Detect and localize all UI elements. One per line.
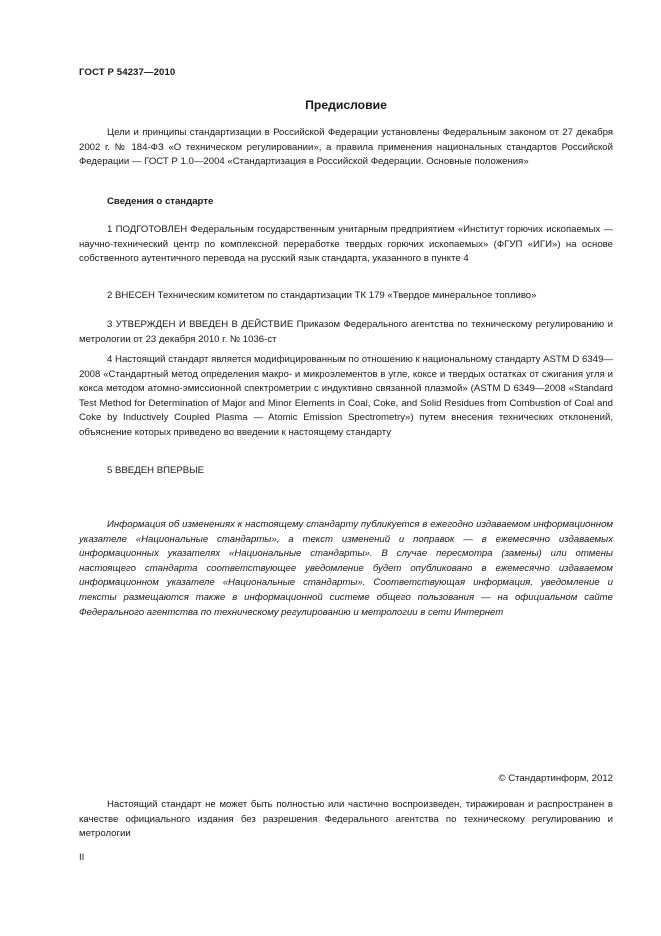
document-id: ГОСТ Р 54237—2010 <box>79 67 176 78</box>
item-3: 3 УТВЕРЖДЕН И ВВЕДЕН В ДЕЙСТВИЕ Приказом Федерального агентства по техническому регулированию и метрологии от 23 декабря 2010 г. № 1036-ст <box>79 319 613 345</box>
item-4: 4 Настоящий стандарт является модифицированным по отношению к национальному стандарту ASTM D 6349—2008 «Стандартный метод определения макро- и микроэлементов в угле, коксе и твердых остатках от сжигания угля и кокса методом атомно-эмиссионной спектрометрии с индуктивно связанной плазмой» (ASTM D 6349—2008 «Standard Test Method for Determination of Major and Minor Elements in Coal, Coke, and Solid Residues from Combustion of Coal and Coke by Inductively Coupled Plasma — Atomic Emission Spectrometry») путем внесения технических отклонений, объяснение которых приведено во введении к настоящему стандарту <box>79 354 613 438</box>
item-5: 5 ВВЕДЕН ВПЕРВЫЕ <box>107 465 205 476</box>
copyright-line: © Стандартинформ, 2012 <box>498 773 613 784</box>
page-title: Предисловие <box>305 98 387 112</box>
item-1: 1 ПОДГОТОВЛЕН Федеральным государственным унитарным предприятием «Институт горючих ископаемых — научно-технический центр по комплексной переработке твердых горючих ископаемых» (ФГУП «ИГИ») на основе собственного аутентичного перевода на русский язык стандарта, указанного в пункте 4 <box>79 224 613 265</box>
section-heading: Сведения о стандарте <box>107 196 214 207</box>
notice-paragraph: Информация об изменениях к настоящему стандарту публикуется в ежегодно издаваемом информационном указателе «Национальные стандарты», а текст изменений и поправок — в ежемесячно издаваемых информационных указателях «Национальные стандарты». В случае пересмотра (замены) или отмены настоящего стандарта соответствующее уведомление будет опубликовано в ежемесячно издаваемом информационном указателе «Национальные стандарты». Соответствующая информация, уведомление и тексты размещаются также в информационной системе общего пользования — на официальном сайте Федерального агентства по техническому регулированию и метрологии в сети Интернет <box>79 519 613 618</box>
page-number: II <box>79 852 85 863</box>
intro-paragraph: Цели и принципы стандартизации в Российской Федерации установлены Федеральным законом от 27 декабря 2002 г. № 184-ФЗ «О техническом регулировании», а правила применения национальных стандартов Российской Федерации — ГОСТ Р 1.0—2004 «Стандартизация в Российской Федерации. Основные положения» <box>79 127 613 168</box>
reproduction-notice: Настоящий стандарт не может быть полностью или частично воспроизведен, тиражирован и распространен в качестве официального издания без разрешения Федерального агентства по техническому регулированию и метрологии <box>79 799 613 840</box>
item-2: 2 ВНЕСЕН Техническим комитетом по стандартизации ТК 179 «Твердое минеральное топливо» <box>107 290 537 301</box>
